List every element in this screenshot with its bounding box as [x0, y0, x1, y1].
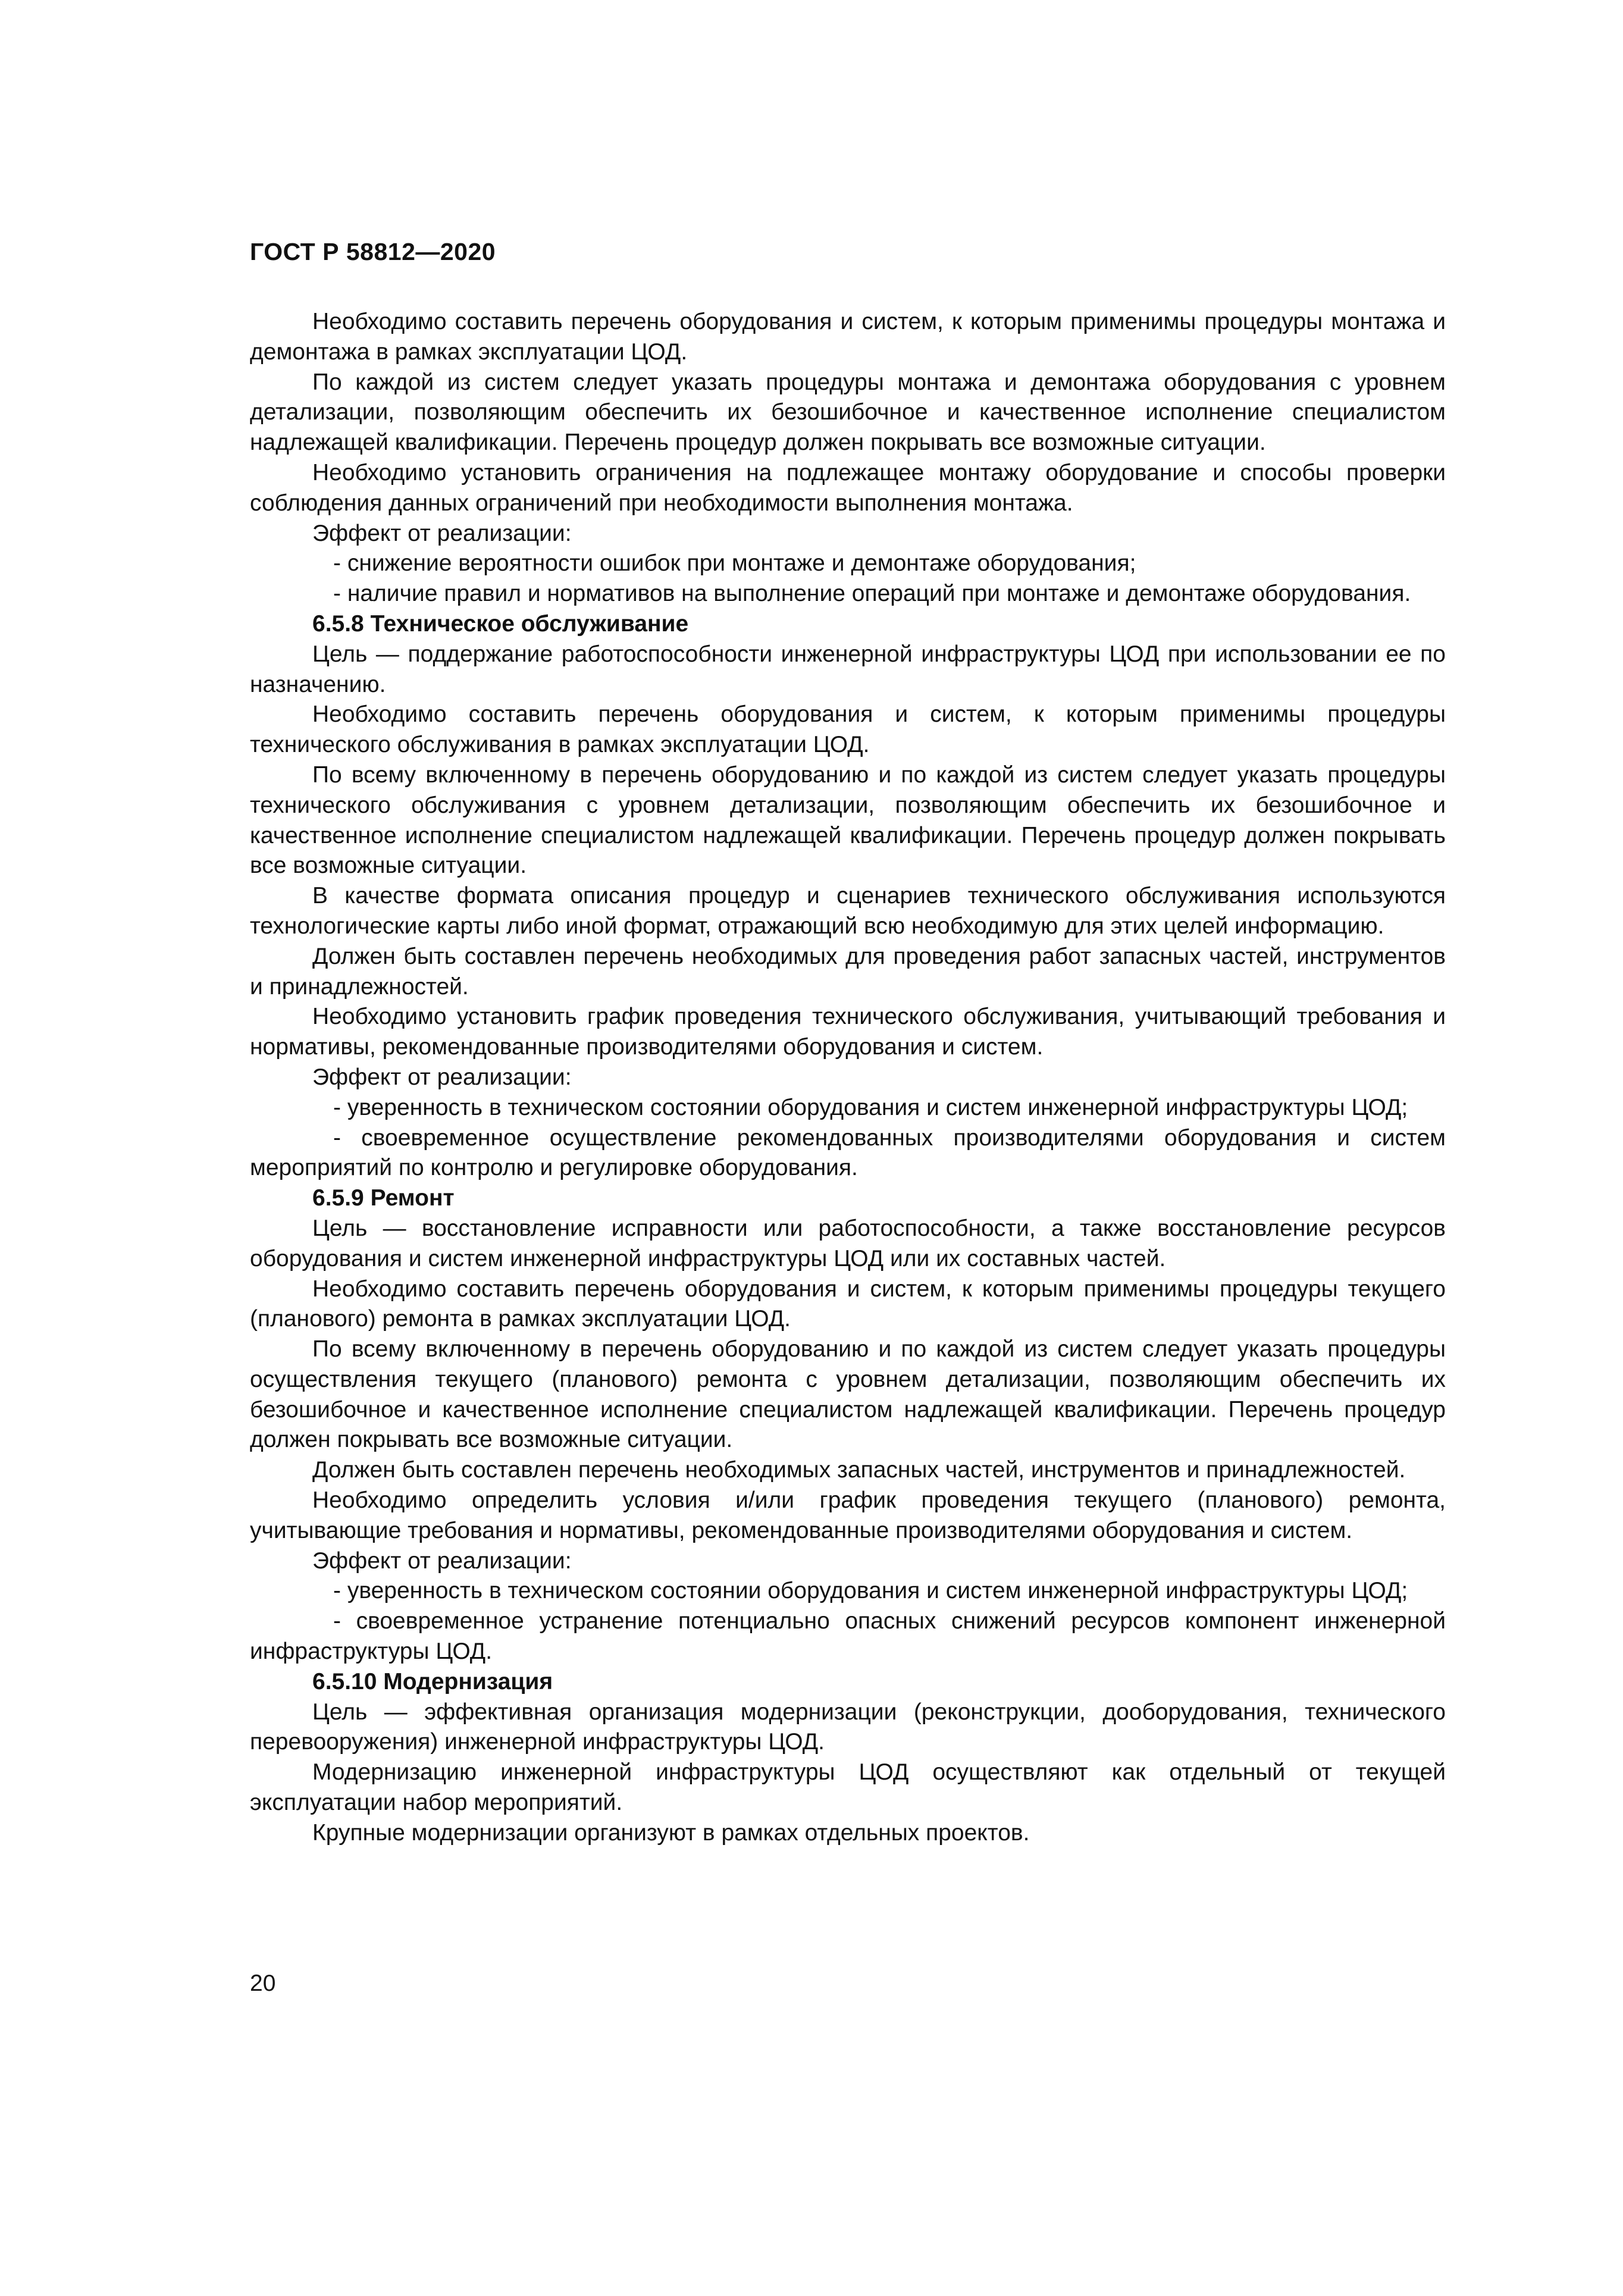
- list-item: - снижение вероятности ошибок при монтаже и демонтаже оборудования;: [333, 550, 1136, 577]
- paragraph: Необходимо установить график проведения технического обслуживания, учитывающий требования и нормативы, рекомендованные производителями оборудования и систем.: [250, 1004, 1446, 1060]
- paragraph: Крупные модернизации организуют в рамках отдельных проектов.: [312, 1819, 1030, 1846]
- document-body: [250, 307, 1446, 1849]
- section-heading-6-5-8: 6.5.8 Техническое обслуживание: [312, 610, 689, 637]
- list-item: - наличие правил и нормативов на выполнение операций при монтаже и демонтаже оборудования.: [333, 581, 1411, 607]
- paragraph: Цель — поддержание работоспособности инженерной инфраструктуры ЦОД при использовании ее по назначению.: [250, 641, 1446, 697]
- paragraph: По всему включенному в перечень оборудованию и по каждой из систем следует указать процедуры осуществления текущего (планового) ремонта с уровнем детализации, позволяющим обеспечить их безошибочное и качественное исполнение специалистом надлежащей квалификации. Перечень процедур должен покрывать все возможные ситуации.: [250, 1336, 1446, 1453]
- list-item: - своевременное осуществление рекомендованных производителями оборудования и систем мероприятий по контролю и регулировке оборудования.: [250, 1124, 1446, 1181]
- paragraph: Эффект от реализации:: [312, 1548, 572, 1574]
- paragraph: Необходимо составить перечень оборудования и систем, к которым применимы процедуры технического обслуживания в рамках эксплуатации ЦОД.: [250, 701, 1446, 758]
- section-heading-6-5-9: 6.5.9 Ремонт: [312, 1185, 455, 1211]
- page-number: 20: [250, 1971, 276, 1996]
- paragraph: Цель — эффективная организация модернизации (реконструкции, дооборудования, технического перевооружения) инженерной инфраструктуры ЦОД.: [250, 1699, 1446, 1755]
- section-heading-6-5-10: 6.5.10 Модернизация: [312, 1668, 553, 1694]
- paragraph: Необходимо составить перечень оборудования и систем, к которым применимы процедуры монтажа и демонтажа в рамках эксплуатации ЦОД.: [250, 309, 1446, 365]
- paragraph: Эффект от реализации:: [312, 1064, 572, 1090]
- list-item: - уверенность в техническом состоянии оборудования и систем инженерной инфраструктуры ЦОД;: [333, 1094, 1408, 1120]
- paragraph: Необходимо определить условия и/или график проведения текущего (планового) ремонта, учитывающие требования и нормативы, рекомендованные производителями оборудования и систем.: [250, 1487, 1446, 1543]
- paragraph: Цель — восстановление исправности или работоспособности, а также восстановление ресурсов оборудования и систем инженерной инфраструктуры ЦОД или их составных частей.: [250, 1215, 1446, 1271]
- paragraph: По каждой из систем следует указать процедуры монтажа и демонтажа оборудования с уровнем детализации, позволяющим обеспечить их безошибочное и качественное исполнение специалистом надлежащей квалификации. Перечень процедур должен покрывать все возможные ситуации.: [250, 369, 1446, 456]
- paragraph: Должен быть составлен перечень необходимых запасных частей, инструментов и принадлежностей.: [312, 1457, 1406, 1483]
- paragraph: Необходимо установить ограничения на подлежащее монтажу оборудование и способы проверки соблюдения данных ограничений при необходимости выполнения монтажа.: [250, 459, 1446, 516]
- list-item: - уверенность в техническом состоянии оборудования и систем инженерной инфраструктуры ЦОД;: [333, 1578, 1408, 1604]
- paragraph: Необходимо составить перечень оборудования и систем, к которым применимы процедуры текущего (планового) ремонта в рамках эксплуатации ЦОД.: [250, 1276, 1446, 1332]
- standard-code-header: ГОСТ Р 58812—2020: [250, 238, 496, 265]
- paragraph: В качестве формата описания процедур и сценариев технического обслуживания используются технологические карты либо иной формат, отражающий всю необходимую для этих целей информацию.: [250, 883, 1446, 939]
- paragraph: Эффект от реализации:: [312, 520, 572, 546]
- paragraph: Модернизацию инженерной инфраструктуры ЦОД осуществляют как отдельный от текущей эксплуатации набор мероприятий.: [250, 1759, 1446, 1816]
- list-item: - своевременное устранение потенциально опасных снижений ресурсов компонент инженерной инфраструктуры ЦОД.: [250, 1608, 1446, 1665]
- paragraph: Должен быть составлен перечень необходимых для проведения работ запасных частей, инструментов и принадлежностей.: [250, 943, 1446, 1000]
- paragraph: По всему включенному в перечень оборудованию и по каждой из систем следует указать процедуры технического обслуживания с уровнем детализации, позволяющим обеспечить их безошибочное и качественное исполнение специалистом надлежащей квалификации. Перечень процедур должен покрывать все возможные ситуации.: [250, 762, 1446, 879]
